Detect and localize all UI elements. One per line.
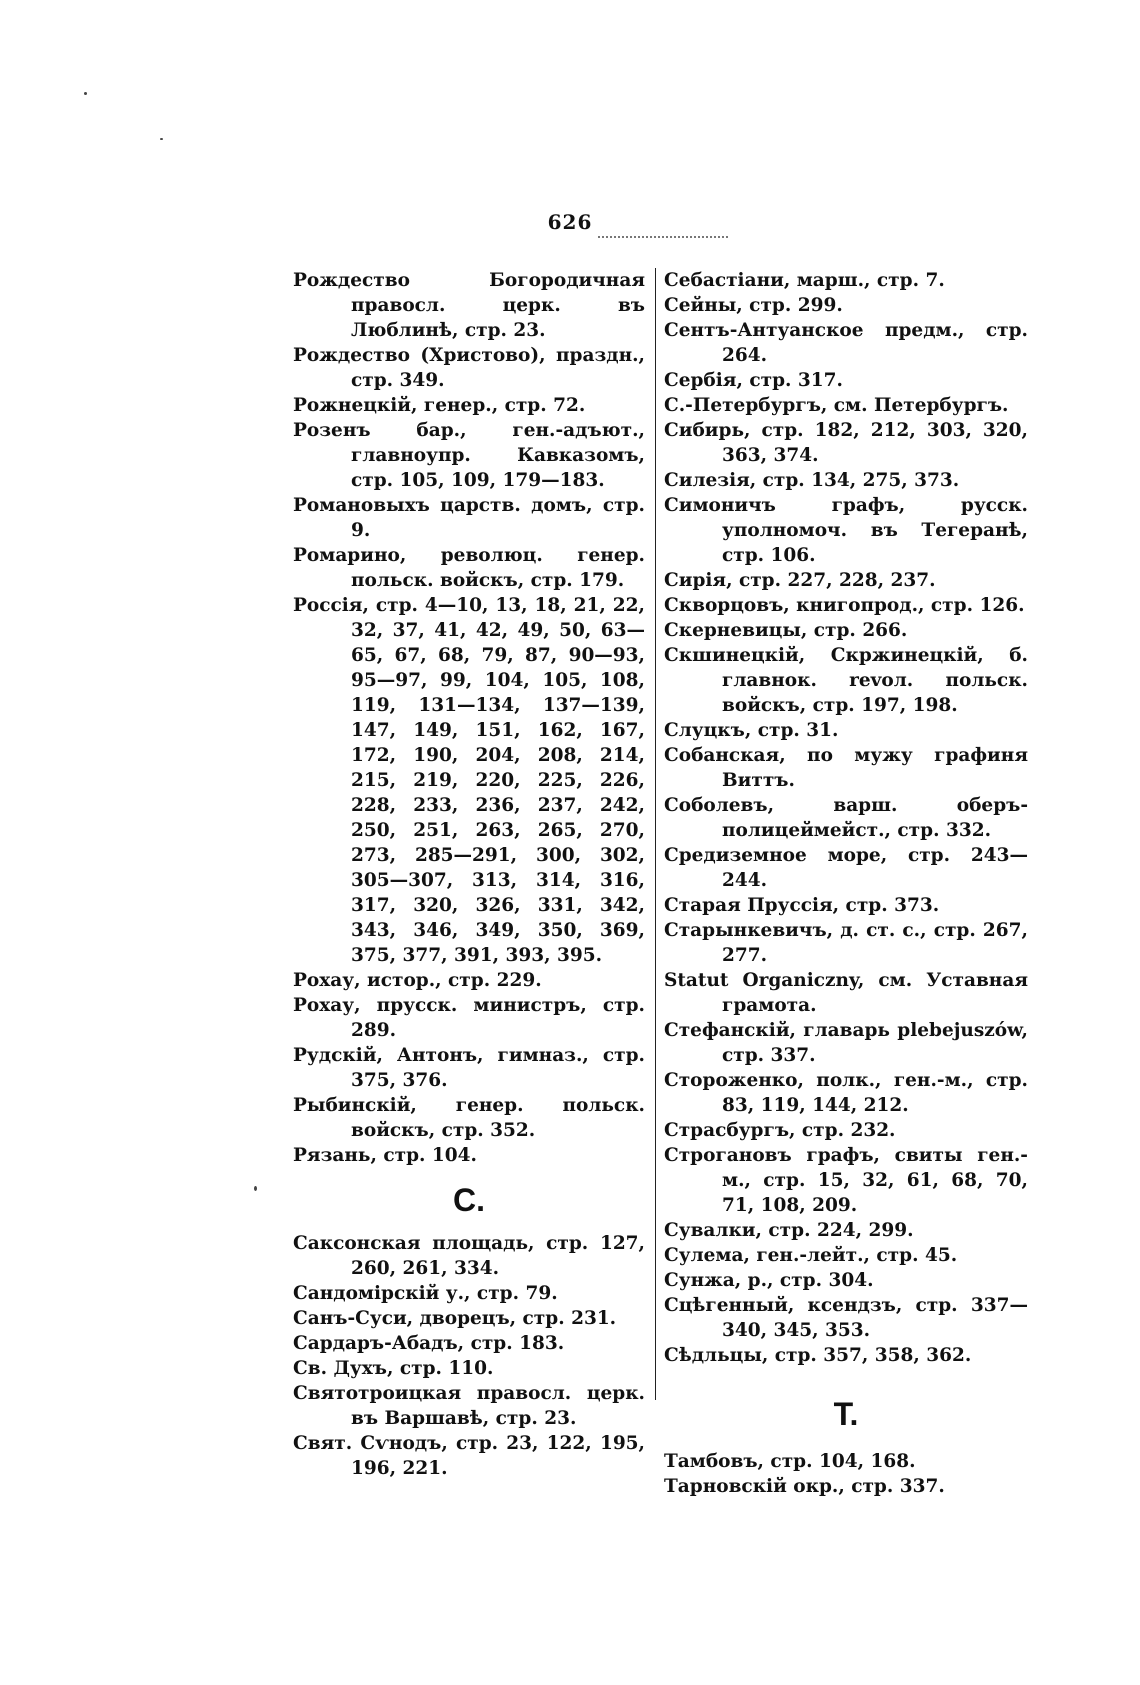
- index-entry: Старынкевичъ, д. ст. с., стр. 267, 277.: [664, 920, 1028, 966]
- index-entry: Сцѣгенный, ксендзъ, стр. 337—340, 345, 353.: [664, 1295, 1028, 1341]
- page-number: 626: [547, 210, 593, 234]
- index-entry: Рохау, истор., стр. 229.: [293, 970, 542, 991]
- index-entry: Собанская, по мужу графиня Виттъ.: [664, 745, 1028, 791]
- index-entry: Стефанскій, главарь plebejuszów, стр. 337.: [664, 1020, 1028, 1066]
- index-entry: С.-Петербургъ, см. Петербургъ.: [664, 395, 1009, 416]
- index-entry: Силезія, стр. 134, 275, 373.: [664, 470, 960, 491]
- index-entry: Саксонская площадь, стр. 127, 260, 261, 334.: [293, 1233, 645, 1279]
- index-entry: Рождество (Христово), праздн., стр. 349.: [293, 345, 645, 391]
- index-entry: Сунжа, р., стр. 304.: [664, 1270, 874, 1291]
- index-entry: Сейны, стр. 299.: [664, 295, 843, 316]
- index-entry: Скшинецкій, Скржинецкій, б. главнок. revол. польск. войскъ, стр. 197, 198.: [664, 645, 1028, 716]
- index-entry: Санъ-Суси, дворецъ, стр. 231.: [293, 1308, 617, 1329]
- index-entry: Сулема, ген.-лейт., стр. 45.: [664, 1245, 958, 1266]
- index-entry: Св. Духъ, стр. 110.: [293, 1358, 494, 1379]
- index-entry: Ромарино, революц. генер. польск. войскъ, стр. 179.: [293, 545, 645, 591]
- index-entry: Тарновскій окр., стр. 337.: [664, 1476, 945, 1497]
- index-entry: Романовыхъ царств. домъ, стр. 9.: [293, 495, 645, 541]
- column-divider: [655, 268, 656, 1400]
- right-entries-before-letter: [664, 268, 1028, 1368]
- index-entry: Сибирь, стр. 182, 212, 303, 320, 363, 374.: [664, 420, 1028, 466]
- letter-heading: Т.: [833, 1396, 859, 1432]
- index-entry: Тамбовъ, стр. 104, 168.: [664, 1451, 916, 1472]
- index-entry: Сувалки, стр. 224, 299.: [664, 1220, 914, 1241]
- index-entry: Рыбинскій, генер. польск. войскъ, стр. 352.: [293, 1095, 645, 1141]
- index-entry: Скерневицы, стр. 266.: [664, 620, 908, 641]
- index-entry: Сардаръ-Абадъ, стр. 183.: [293, 1333, 565, 1354]
- right-entries-after-letter: [664, 1449, 1028, 1499]
- index-entry: Средиземное море, стр. 243—244.: [664, 845, 1028, 891]
- index-entry: Себастіани, марш., стр. 7.: [664, 270, 945, 291]
- index-entry: Сандомірскій у., стр. 79.: [293, 1283, 558, 1304]
- index-entry: Скворцовъ, книгопрод., стр. 126.: [664, 595, 1025, 616]
- index-entry: Statut Organiczny, см. Уставная грамота.: [664, 970, 1028, 1016]
- index-entry: Слуцкъ, стр. 31.: [664, 720, 839, 741]
- letter-heading: С.: [453, 1182, 485, 1218]
- index-entry: Сербія, стр. 317.: [664, 370, 843, 391]
- index-entry: Страсбургъ, стр. 232.: [664, 1120, 896, 1141]
- scan-speck: [254, 1186, 257, 1191]
- index-entry: Свят. Сѵнодъ, стр. 23, 122, 195, 196, 221.: [293, 1433, 645, 1479]
- left-entries-after-letter: [293, 1231, 645, 1481]
- index-entry: Строгановъ графъ, свиты ген.-м., стр. 15, 32, 61, 68, 70, 71, 108, 209.: [664, 1145, 1028, 1216]
- index-entry: Старая Пруссія, стр. 373.: [664, 895, 940, 916]
- index-column-right: [664, 268, 1028, 1499]
- left-entries-before-letter: [293, 268, 645, 1168]
- index-entry: Соболевъ, варш. оберъ-полицеймейст., стр. 332.: [664, 795, 1028, 841]
- index-entry: Сѣдльцы, стр. 357, 358, 362.: [664, 1345, 972, 1366]
- index-entry: Рязань, стр. 104.: [293, 1145, 477, 1166]
- scan-speck: [84, 92, 87, 95]
- index-entry: Рудскій, Антонъ, гимназ., стр. 375, 376.: [293, 1045, 645, 1091]
- index-entry: Святотроицкая правосл. церк. въ Варшавѣ, стр. 23.: [293, 1383, 645, 1429]
- index-entry: Рождество Богородичная правосл. церк. въ Люблинѣ, стр. 23.: [293, 270, 645, 341]
- index-entry: Сирія, стр. 227, 228, 237.: [664, 570, 936, 591]
- index-entry: Розенъ бар., ген.-адъют., главноупр. Кавказомъ, стр. 105, 109, 179—183.: [293, 420, 645, 491]
- index-entry: Сентъ-Антуанское предм., стр. 264.: [664, 320, 1028, 366]
- scan-speck: [160, 138, 163, 140]
- index-entry: Стороженко, полк., ген.-м., стр. 83, 119, 144, 212.: [664, 1070, 1028, 1116]
- index-entry: Рохау, прусск. министръ, стр. 289.: [293, 995, 645, 1041]
- index-entry: Симоничъ графъ, русск. уполномоч. въ Тегеранѣ, стр. 106.: [664, 495, 1028, 566]
- index-entry: Рожнецкій, генер., стр. 72.: [293, 395, 586, 416]
- index-column-left: [293, 268, 645, 1481]
- index-entry: Россія, стр. 4—10, 13, 18, 21, 22, 32, 37, 41, 42, 49, 50, 63—65, 67, 68, 79, 87, 90—93, 95—97, 99, 104, 105, 108, 119, 131—134, 137—139, 147, 149, 151, 162, 167, 172, 190, 204, 208, 214, 215, 219, 220, 225, 226, 228, 233, 236, 237, 242, 250, 251, 263, 265, 270, 273, 285—291, 300, 302, 305—307, 313, 314, 316, 317, 320, 326, 331, 342, 343, 346, 349, 350, 369, 375, 377, 391, 393, 395.: [293, 595, 645, 966]
- header-ornament: [598, 236, 728, 244]
